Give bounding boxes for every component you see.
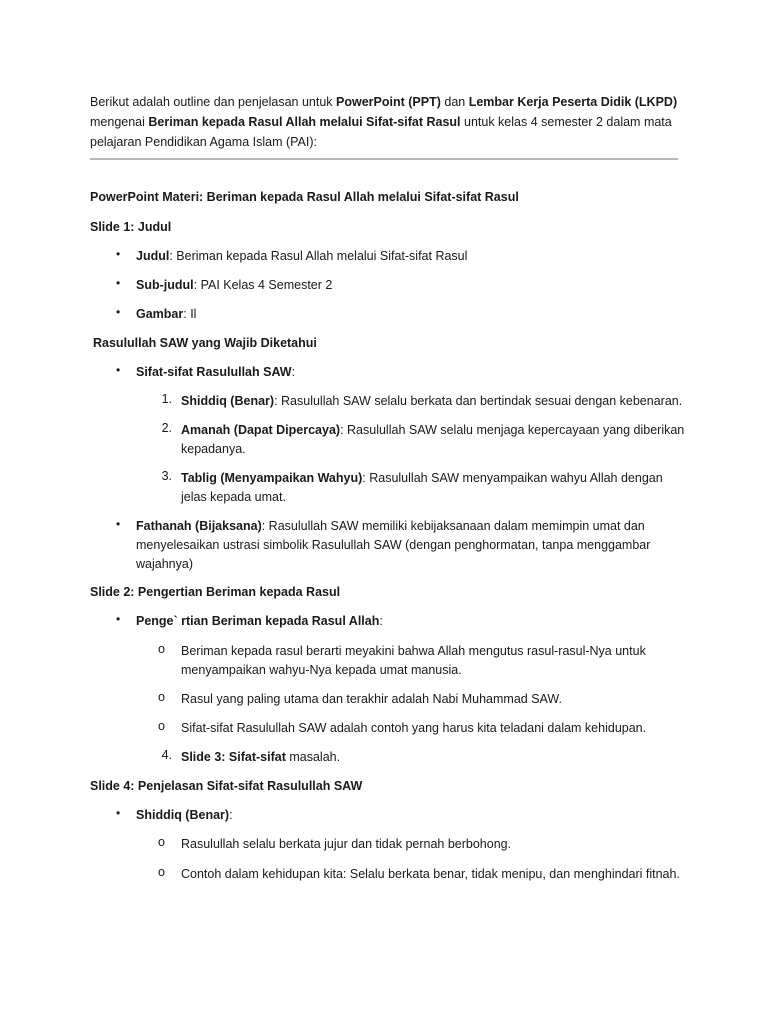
circle-bullet-icon: o xyxy=(158,719,165,733)
list-number: 1. xyxy=(161,392,172,406)
circle-bullet-icon: o xyxy=(158,642,165,656)
sub-list-item: Beriman kepada rasul berarti meyakini bahwa Allah mengutus rasul-rasul-Nya untuk menyampaikan wahyu-Nya kepada umat manusia. xyxy=(181,644,646,677)
item-label: Sifat-sifat Rasulullah SAW xyxy=(136,365,292,379)
numbered-item xyxy=(181,392,691,411)
intro-text-3: mengenai xyxy=(90,115,149,129)
bullet-icon: • xyxy=(116,806,121,820)
item-text: : xyxy=(229,808,233,822)
item-label: Shiddiq (Benar) xyxy=(181,394,275,408)
numbered-item xyxy=(181,469,691,507)
bullet-icon: • xyxy=(116,612,121,626)
item-text: : xyxy=(291,365,296,379)
item-label: Gambar xyxy=(136,307,184,321)
sub-list-item: Sifat-sifat Rasulullah SAW adalah contoh yang harus kita teladani dalam kehidupan. xyxy=(181,721,647,735)
slide1-heading: Slide 1: Judul xyxy=(90,220,172,234)
item-text: : xyxy=(379,614,383,628)
list-number: 4. xyxy=(161,748,172,762)
circle-bullet-icon: o xyxy=(158,835,165,849)
ppt-heading: PowerPoint Materi: Beriman kepada Rasul Allah melalui Sifat-sifat Rasul xyxy=(90,190,519,204)
circle-bullet-icon: o xyxy=(158,690,165,704)
item-label: Judul xyxy=(136,249,170,263)
item-label: Sub-judul xyxy=(136,278,194,292)
numbered-item xyxy=(181,748,691,767)
item-text: : Beriman kepada Rasul Allah melalui Sifat-sifat Rasul xyxy=(169,249,468,263)
intro-text-1: Berikut adalah outline dan penjelasan untuk xyxy=(90,95,337,109)
list-item xyxy=(136,806,696,825)
horizontal-rule xyxy=(90,158,678,160)
intro-text-4: untuk kelas 4 semester 2 dalam mata pelajaran Pendidikan Agama Islam (PAI): xyxy=(90,115,672,149)
intro-bold-ppt: PowerPoint (PPT) xyxy=(336,95,441,109)
item-label: Fathanah (Bijaksana) xyxy=(136,519,262,533)
rasul-heading: Rasulullah SAW yang Wajib Diketahui xyxy=(93,336,317,350)
item-text: : Rasulullah SAW selalu menjaga kepercayaan yang diberikan kepadanya. xyxy=(181,423,685,456)
item-label: Tablig (Menyampaikan Wahyu) xyxy=(181,471,363,485)
item-label: Amanah (Dapat Dipercaya) xyxy=(181,423,341,437)
list-item xyxy=(136,247,696,266)
numbered-item xyxy=(181,421,691,459)
sub-list-item: Contoh dalam kehidupan kita: Selalu berkata benar, tidak menipu, dan menghindari fitnah. xyxy=(181,867,680,881)
sub-list-item: Rasulullah selalu berkata jujur dan tidak pernah berbohong. xyxy=(181,837,512,851)
item-text: : Rasulullah SAW menyampaikan wahyu Allah dengan jelas kepada umat. xyxy=(181,471,663,504)
item-text: masalah. xyxy=(285,750,341,764)
item-text: : Rasulullah SAW selalu berkata dan bertindak sesuai dengan kebenaran. xyxy=(274,394,683,408)
intro-bold-topic: Beriman kepada Rasul Allah melalui Sifat-sifat Rasul xyxy=(148,115,461,129)
intro-bold-lkpd: Lembar Kerja Peserta Didik (LKPD) xyxy=(468,95,678,109)
bullet-icon: • xyxy=(116,517,121,531)
slide4-heading: Slide 4: Penjelasan Sifat-sifat Rasulullah SAW xyxy=(90,779,363,793)
bullet-icon: • xyxy=(116,247,121,261)
bullet-icon: • xyxy=(116,305,121,319)
item-text: : Il xyxy=(183,307,197,321)
list-number: 2. xyxy=(161,421,172,435)
sub-list-item: Rasul yang paling utama dan terakhir adalah Nabi Muhammad SAW. xyxy=(181,692,562,706)
bullet-icon: • xyxy=(116,276,121,290)
list-item xyxy=(136,305,696,324)
list-item xyxy=(136,612,696,631)
item-label: Slide 3: Sifat-sifat xyxy=(181,750,286,764)
item-text: : Rasulullah SAW memiliki kebijaksanaan dalam memimpin umat dan menyelesaikan ustrasi simbolik Rasulullah SAW (dengan penghormatan, tanpa menggambar wajahnya) xyxy=(136,519,651,571)
item-label: Penge` rtian Beriman kepada Rasul Allah xyxy=(136,614,380,628)
intro-paragraph xyxy=(90,92,690,152)
item-label: Shiddiq (Benar) xyxy=(136,808,230,822)
list-item xyxy=(136,363,696,382)
item-text: : PAI Kelas 4 Semester 2 xyxy=(193,278,333,292)
list-item xyxy=(136,517,676,574)
list-item xyxy=(136,276,696,295)
list-number: 3. xyxy=(161,469,172,483)
bullet-icon: • xyxy=(116,363,121,377)
circle-bullet-icon: o xyxy=(158,865,165,879)
intro-text-2: dan xyxy=(440,95,469,109)
slide2-heading: Slide 2: Pengertian Beriman kepada Rasul xyxy=(90,585,341,599)
